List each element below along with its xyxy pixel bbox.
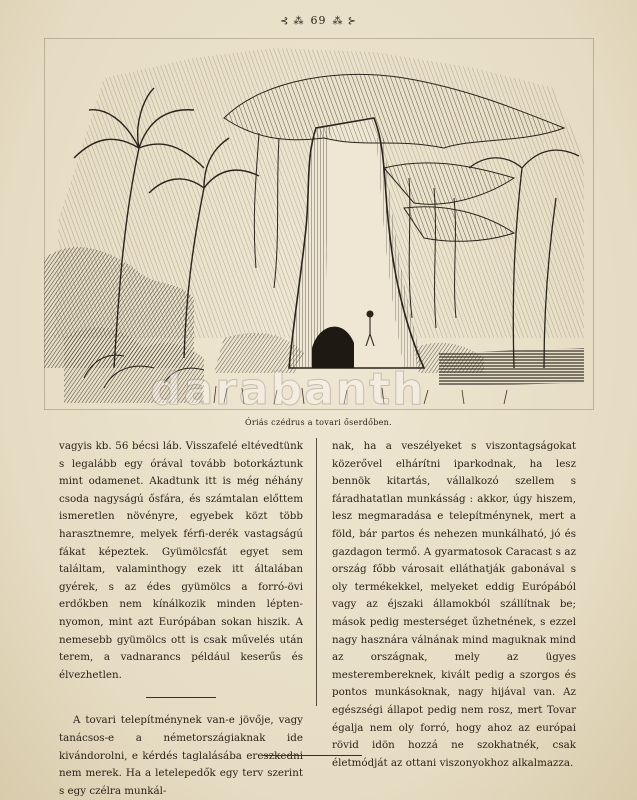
illustration-caption: Óriás czédrus a tovari őserdőben. xyxy=(245,418,392,427)
right-ornament-icon: ⁂ ⊱ xyxy=(332,16,358,27)
section-divider-rule xyxy=(146,697,216,698)
left-text-column xyxy=(59,438,303,800)
watermark-text: darabanth xyxy=(150,364,426,415)
right-text-column xyxy=(332,438,576,772)
left-paragraph-1: vagyis kb. 56 bécsi láb. Visszafelé eltévedtünk s legalább egy órával tovább botorkáztunk mint odamenet. Akadtunk itt is még néhány csoda nagyságú ősfára, és számtalan előttem ismeretlen növényre, egyebek közt több harasztnemre, melyek férfi-derék vastagságú fákat képeztek. Gyümölcsfát egyet sem találtam, valaminthogy ezek itt általában gyérek, s az édes gyümölcs a forró-övi erdőkben nem kínálkozik minden lépten-nyomon, mint azt Európában sokan hiszik. A nemesebb gyümölcs ott is csak művelés után terem, a vadnarancs például keserűs és élvezhetlen. xyxy=(59,440,303,681)
right-paragraph-1: nak, ha a veszélyeket s viszontagságokat közerővel elhárítni iparkodnak, ha lesz bennök kitartás, vállalkozó szellem s fáradhatatlan munkásság : akkor, úgy hiszem, lesz megmaradása e telepítménynek, mert a föld, bár partos és nehezen munkálható, jó és gazdagon termő. A gyarmatosok Caracast s az ország főbb városait elláthatják gabonával s oly termékekkel, melyeket eddig Európából vagy az éjszaki államokból szállítnak be; mások pedig mesterséget űzhetnének, s ezzel nagy hasznára válnának mind maguknak mind az országnak, mely az ügyes mesterembereknek, kivált pedig a szorgos és pontos munkásoknak, nagy hijával van. Az egészségi állapot pedig nem rosz, mert Tovar égalja nem oly forró, hogy ahoz az európai rövid idön hozzá ne szokhatnék, csak életmódját az ottani viszonyokhoz alkalmazza. xyxy=(332,440,576,769)
column-divider-line xyxy=(316,438,317,706)
left-paragraph-2: A tovari telepítménynek van-e jövője, vagy tanácsos-e a németországiaknak ide kivándorolni, e kérdés taglalásába ereszkedni nem merek. Ha a letelepedők egy terv szerint s egy czélra munkál- xyxy=(59,714,303,797)
page-number-value: 69 xyxy=(310,14,327,27)
page-number xyxy=(0,14,637,27)
bottom-rule xyxy=(262,755,362,756)
forest-engraving-illustration xyxy=(44,38,594,410)
left-ornament-icon: ⊰ ⁂ xyxy=(279,16,305,27)
